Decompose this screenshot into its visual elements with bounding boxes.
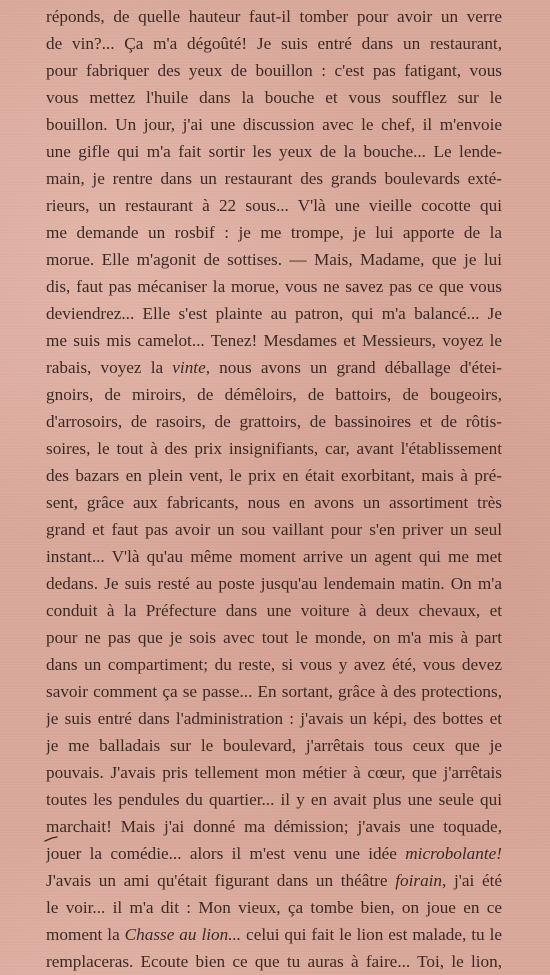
text-line: conduit à la Préfecture dans une voiture à deux chevaux, et: [46, 601, 502, 620]
text-line: de vin?... Ça m'a dégoûté! Je suis entré dans un restaurant,: [46, 34, 502, 53]
text-line: vous mettez l'huile dans la bouche et vous soufflez sur le: [46, 88, 502, 107]
text-line: pouvais. J'avais pris tellement mon métier à cœur, que j'arrêtais: [46, 763, 502, 782]
text-line: morue. Elle m'agonit de sottises. — Mais, Madame, que je lui: [46, 250, 502, 269]
text-line: remplaceras. Ecoute bien ce que tu auras à faire... Toi, le lion,: [46, 952, 502, 971]
text-line: jouer la comédie... alors il m'est venu une idée microbolante!: [46, 844, 502, 863]
text-line: une gifle qui m'a fait sortir les yeux de la bouche... Le lende-: [46, 142, 502, 161]
text-line: me demande un rosbif : je me trompe, je lui apporte de la: [46, 223, 502, 242]
text-line: soires, le tout à des prix insignifiants, car, avant l'établissement: [46, 439, 502, 458]
text-line: toutes les pendules du quartier... il y en avait plus une seule qui: [46, 790, 502, 809]
text-line: réponds, de quelle hauteur faut-il tomber pour avoir un verre: [46, 7, 502, 26]
text-line: je suis entré dans l'administration : j'avais un képi, des bottes et: [46, 709, 502, 728]
text-line: gnoirs, de miroirs, de démêloirs, de battoirs, de bougeoirs,: [46, 385, 502, 404]
text-line: deviendrez... Elle s'est plainte au patron, qui m'a balancé... Je: [46, 304, 502, 323]
text-line: pour ne pas que je sois avec tout le monde, on m'a mis à part: [46, 628, 502, 647]
text-line: main, je rentre dans un restaurant des grands boulevards exté-: [46, 169, 502, 188]
text-line: d'arrosoirs, de rasoirs, de grattoirs, de bassinoires et de rôtis-: [46, 412, 502, 431]
text-line: des bazars en plein vent, le prix en était exorbitant, mais à pré-: [46, 466, 502, 485]
text-line: rabais, voyez la vinte, nous avons un grand déballage d'étei-: [46, 358, 502, 377]
text-line: dis, faut pas mécaniser la morue, vous ne savez pas ce que vous: [46, 277, 502, 296]
ink-mark: [44, 836, 58, 842]
text-line: instant... V'là qu'au même moment arrive un agent qui me met: [46, 547, 502, 566]
text-line: me suis mis camelot... Tenez! Mesdames et Messieurs, voyez le: [46, 331, 502, 350]
text-line: pour fabriquer des yeux de bouillon : c'est pas fatigant, vous: [46, 61, 502, 80]
text-line: savoir comment ça se passe... En sortant, grâce à des protections,: [46, 682, 502, 701]
text-line: marchait! Mais j'ai donné ma démission; j'avais une toquade,: [46, 817, 502, 836]
text-line: grand et faut pas avoir un sou vaillant pour s'en priver un seul: [46, 520, 502, 539]
text-line: je me balladais sur le boulevard, j'arrêtais tous ceux que je: [46, 736, 502, 755]
text-line: dans un compartiment; du reste, si vous y avez été, vous devez: [46, 655, 502, 674]
text-line: bouillon. Un jour, j'ai une discussion avec le chef, il m'envoie: [46, 115, 502, 134]
body-text: [46, 3, 502, 975]
text-line: rieurs, un restaurant à 22 sous... V'là une vieille cocotte qui: [46, 196, 502, 215]
text-line: sent, grâce aux fabricants, nous en avons un assortiment très: [46, 493, 502, 512]
text-line: J'avais un ami qu'était figurant dans un théâtre foirain, j'ai été: [46, 871, 502, 890]
text-line: moment la Chasse au lion... celui qui fait le lion est malade, tu le: [46, 925, 502, 944]
text-line: dedans. Je suis resté au poste jusqu'au lendemain matin. On m'a: [46, 574, 502, 593]
text-line: le voir... il m'a dit : Mon vieux, ça tombe bien, on joue en ce: [46, 898, 502, 917]
